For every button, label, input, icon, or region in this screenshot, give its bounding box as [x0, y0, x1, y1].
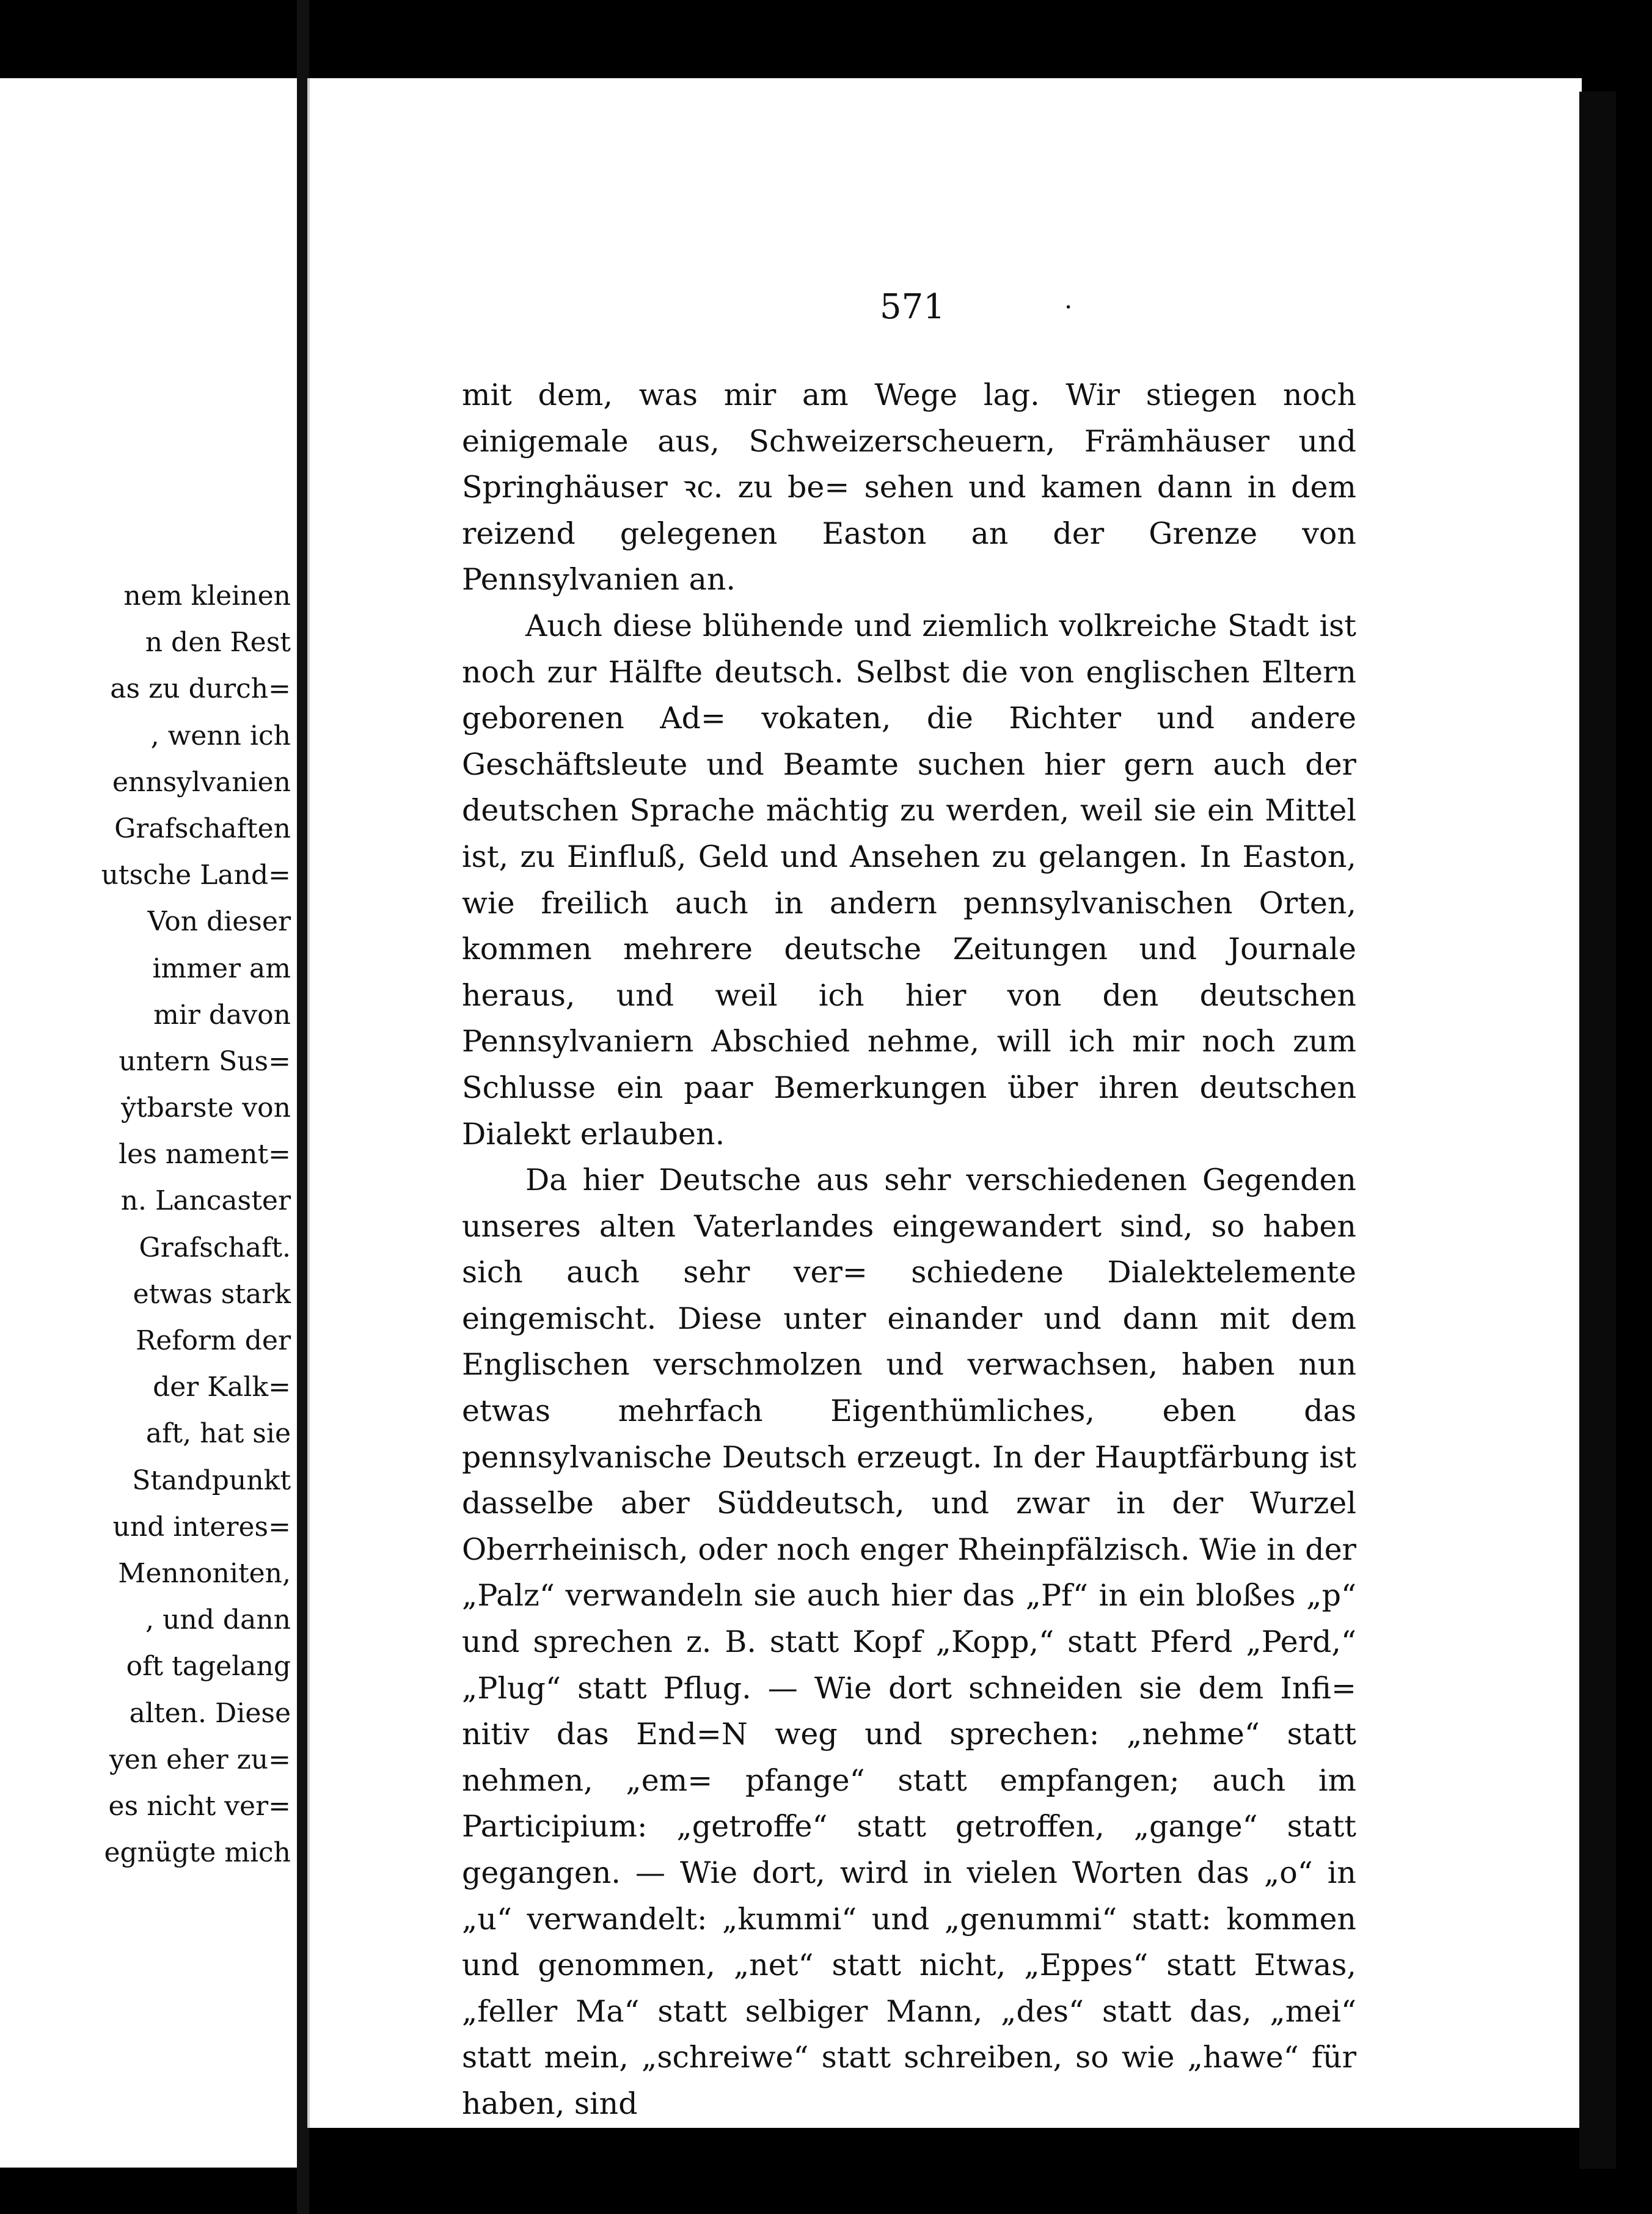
paragraph: Da hier Deutsche aus sehr verschiedenen Gegenden unseres alten Vaterlandes eingewandert sind, so haben sich auch sehr ver= schiedene Dialektelemente eingemischt. Diese unter einander und dann mit dem Englischen verschmolzen und verwachsen, haben nun etwas mehrfach Eigenthümliches, eben das pennsylvanische Deutsch erzeugt. In der Hauptfärbung ist dasselbe aber Süddeutsch, und zwar in der Wurzel Oberrheinisch, oder noch enger Rheinpfälzisch. Wie in der „Palz“ verwandeln sie auch hier das „Pf“ in ein bloßes „p“ und sprechen z. B. statt Kopf „Kopp,“ statt Pferd „Perd,“ „Plug“ statt Pflug. — Wie dort schneiden sie dem Infi= nitiv das End=N weg und sprechen: „nehme“ statt nehmen, „em= pfange“ statt empfangen; auch im Participium: „getroffe“ statt getroffen, „gange“ statt gegangen. — Wie dort, wird in vielen Worten das „o“ in „u“ verwandelt: „kummi“ und „genummi“ statt: kommen und genommen, „net“ statt nicht, „Eppes“ statt Etwas, „feller Ma“ statt selbiger Mann, „des“ statt das, „mei“ statt mein, „schreiwe“ statt schreiben, so wie „hawe“ für haben, sind [462, 1163, 1356, 2121]
left-line: les nament= [119, 1139, 291, 1171]
left-line: Von dieser [147, 906, 291, 938]
left-line: nem kleinen [123, 580, 291, 612]
left-line: as zu durch= [110, 673, 291, 705]
left-line: ẏtbarste von [121, 1092, 291, 1124]
left-line: , wenn ich [150, 720, 291, 751]
left-line: oft tagelang [126, 1651, 291, 1682]
left-line: und interes= [112, 1511, 291, 1543]
left-line: Mennoniten, [118, 1557, 291, 1589]
left-line: egnügte mich [104, 1837, 291, 1869]
left-line: mir davon [153, 999, 291, 1031]
left-line: , und dann [145, 1604, 291, 1636]
right-page-edge [1579, 92, 1616, 2169]
left-page [0, 78, 297, 2168]
left-line: es nicht ver= [108, 1790, 291, 1822]
left-page-text-fragments [34, 573, 291, 1876]
left-line: der Kalk= [153, 1372, 291, 1403]
paragraph: mit dem, was mir am Wege lag. Wir stiegen noch einigemale aus, Schweizerscheuern, Främhäuser und Springhäuser ꝛc. zu be= sehen und kamen dann in dem reizend gelegenen Easton an der Grenze von Pennsylvanien an. [462, 378, 1356, 597]
left-line: Grafschaften [114, 813, 291, 844]
left-line: n. Lancaster [120, 1185, 291, 1217]
left-line: immer am [152, 952, 291, 984]
page-mark: · [1064, 292, 1073, 322]
left-line: Grafschaft. [139, 1232, 291, 1263]
page-number: 571 [880, 287, 945, 327]
left-line: yen eher zu= [109, 1744, 291, 1775]
body-text [462, 372, 1356, 2127]
paragraph: Auch diese blühende und ziemlich volkreiche Stadt ist noch zur Hälfte deutsch. Selbst die von englischen Eltern geborenen Ad= vokaten, die Richter und andere Geschäftsleute und Beamte suchen hier gern auch der deutschen Sprache mächtig zu werden, weil sie ein Mittel ist, zu Einfluß, Geld und Ansehen zu gelangen. In Easton, wie freilich auch in andern pennsylvanischen Orten, kommen mehrere deutsche Zeitungen und Journale heraus, und weil ich hier von den deutschen Pennsylvaniern Abschied nehme, will ich mir noch zum Schlusse ein paar Bemerkungen über ihren deutschen Dialekt erlauben. [462, 608, 1356, 1152]
left-line: ennsylvanien [112, 766, 291, 798]
left-line: Standpunkt [132, 1464, 291, 1496]
left-line: etwas stark [133, 1278, 291, 1310]
left-line: aft, hat sie [145, 1418, 291, 1450]
left-line: alten. Diese [129, 1697, 291, 1729]
left-line: n den Rest [145, 627, 291, 659]
left-line: untern Sus= [119, 1045, 291, 1077]
left-line: utsche Land= [101, 860, 291, 891]
left-line: Reform der [136, 1325, 291, 1356]
